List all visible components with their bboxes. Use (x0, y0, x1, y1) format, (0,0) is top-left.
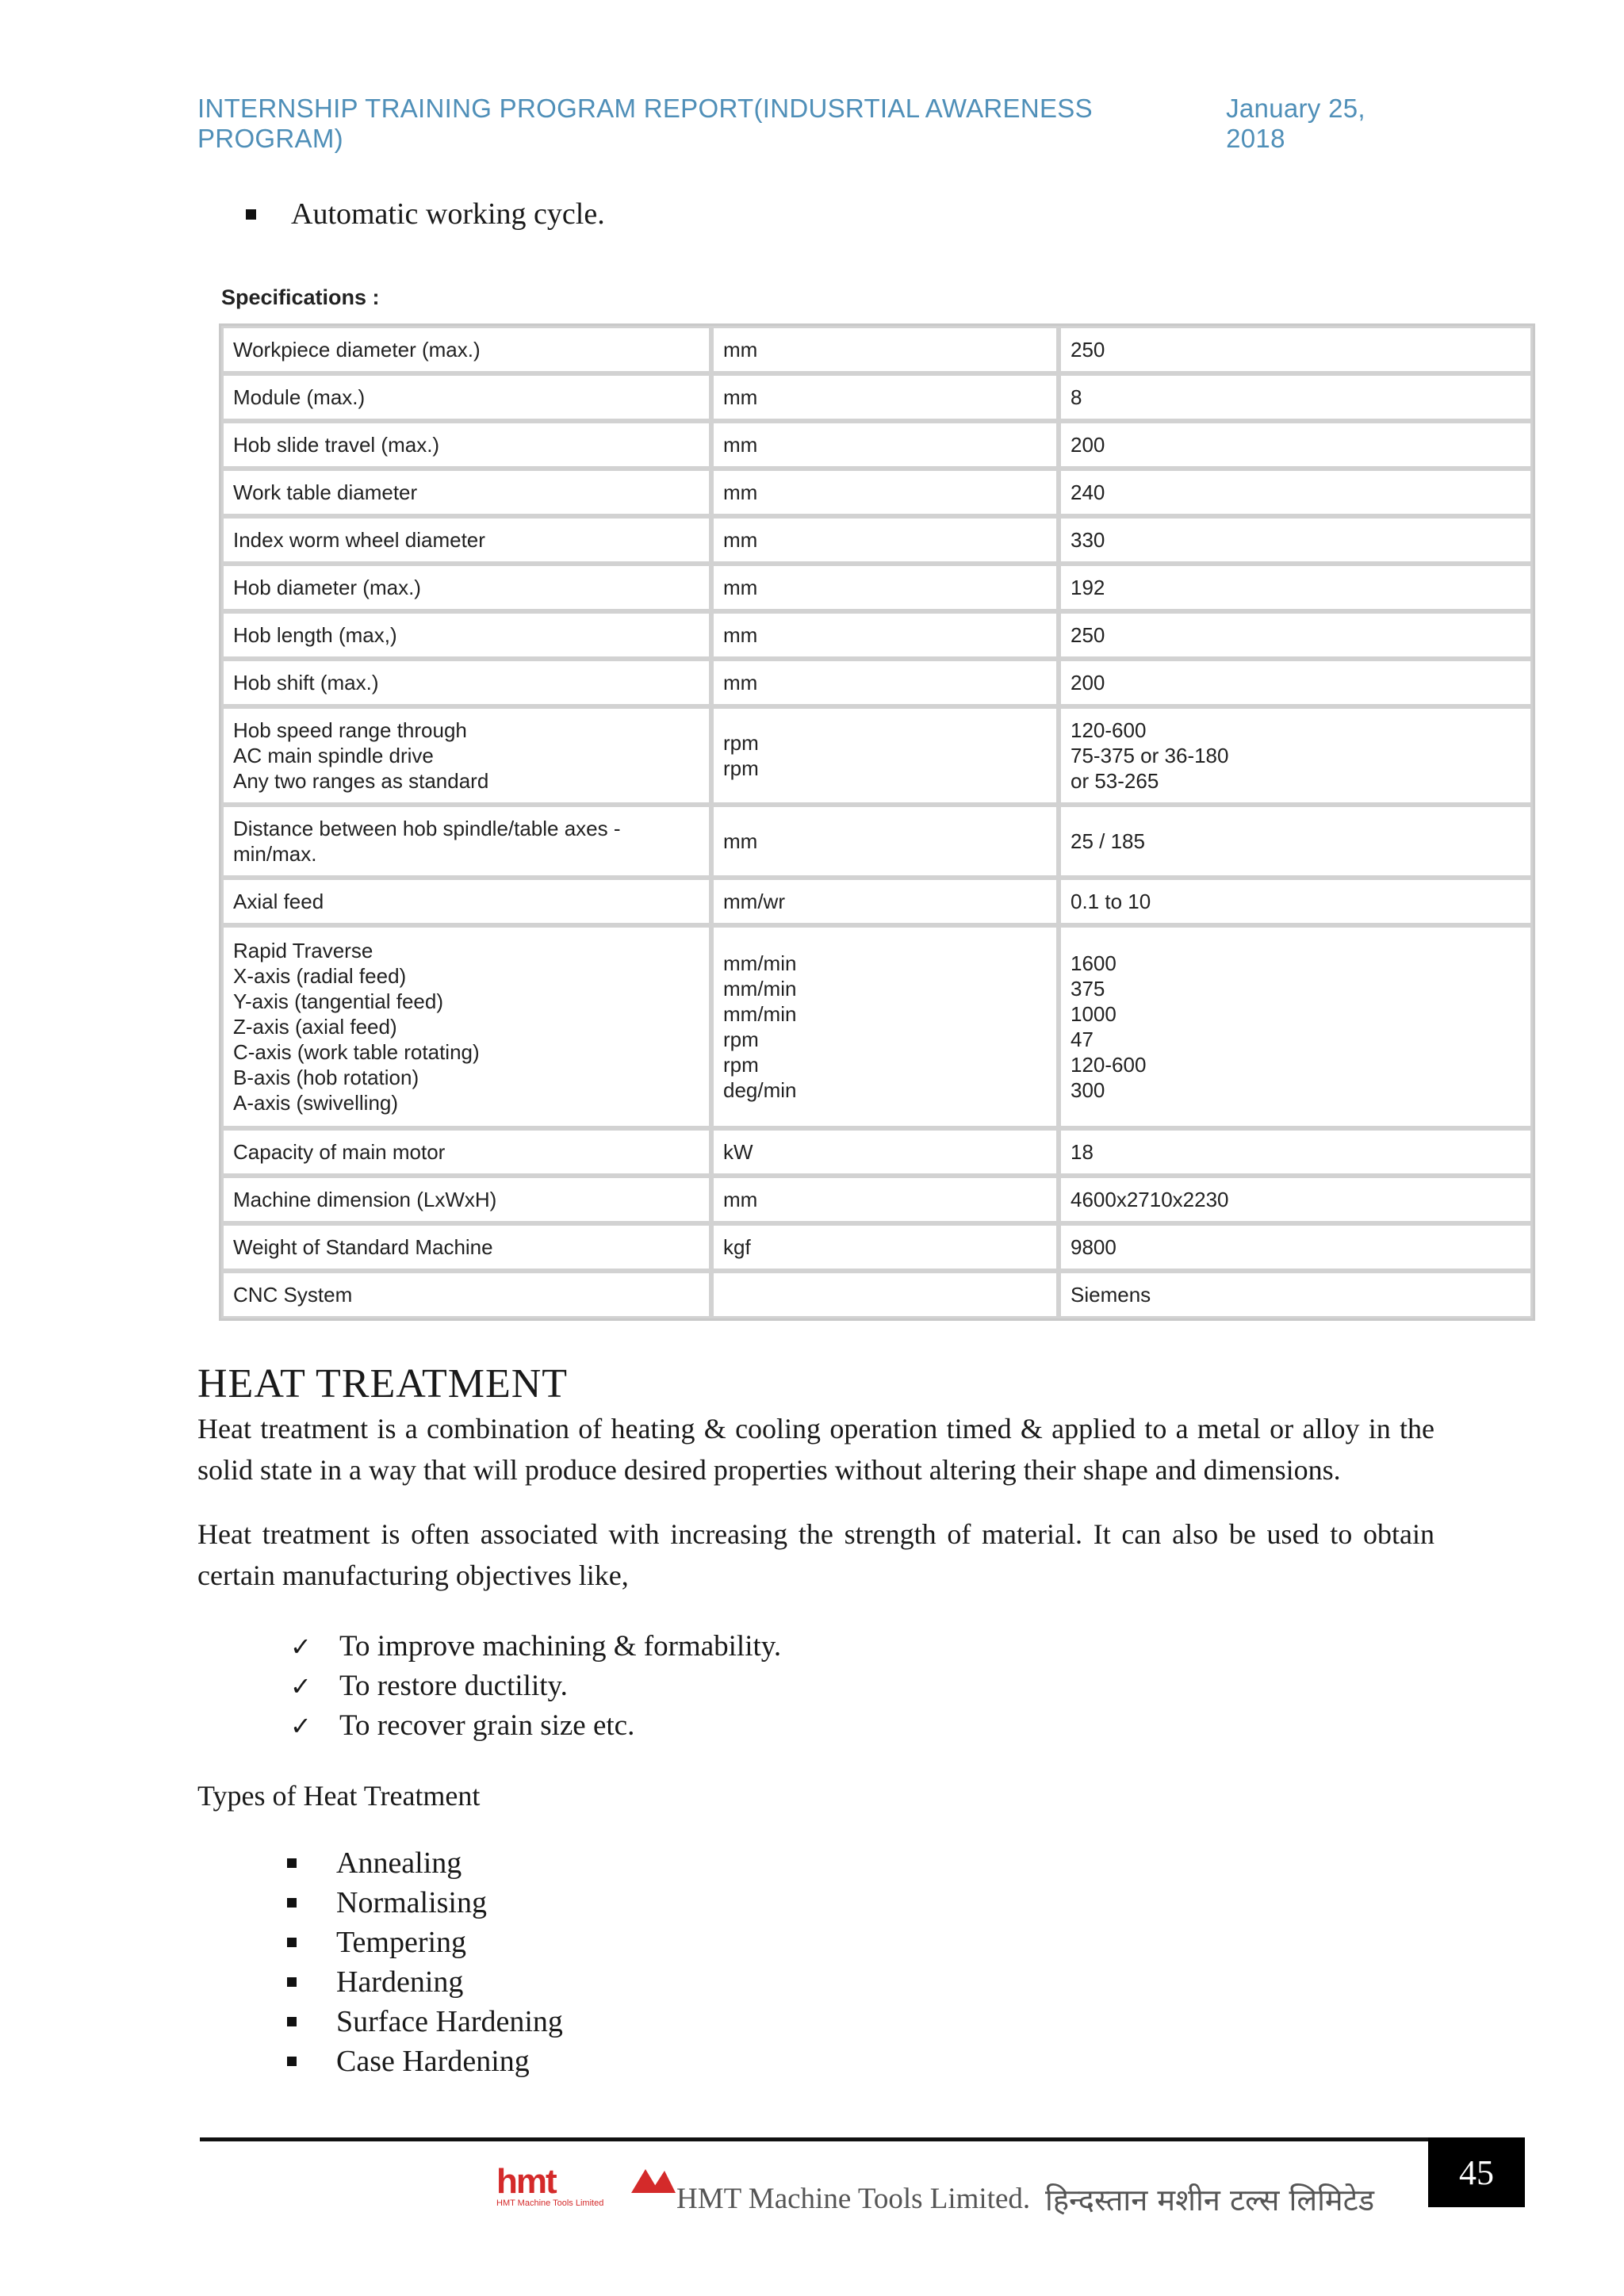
spec-value-cell: 250 (1059, 611, 1533, 659)
spec-unit-cell: rpm rpm (711, 706, 1059, 805)
square-bullet-icon (287, 2017, 297, 2026)
list-item: ✓ To improve machining & formability. (290, 1627, 781, 1667)
spec-value-cell: Siemens (1059, 1271, 1533, 1318)
list-item: Tempering (287, 1923, 563, 1962)
spec-parameter-cell: Hob slide travel (max.) (221, 421, 711, 469)
spec-value-cell: 1600 375 1000 47 120-600 300 (1059, 925, 1533, 1128)
spec-parameter-cell: Machine dimension (LxWxH) (221, 1176, 711, 1223)
spec-value-cell: 330 (1059, 516, 1533, 564)
page-header (197, 94, 1428, 154)
section-heading: HEAT TREATMENT (197, 1361, 569, 1406)
logo-wordmark: hmt (496, 2162, 556, 2201)
spec-parameter-cell: Index worm wheel diameter (221, 516, 711, 564)
spec-value-cell: 9800 (1059, 1223, 1533, 1271)
spec-value-cell: 4600x2710x2230 (1059, 1176, 1533, 1223)
spec-parameter-cell: Work table diameter (221, 469, 711, 516)
spec-value-cell: 120-600 75-375 or 36-180 or 53-265 (1059, 706, 1533, 805)
list-item: Normalising (287, 1883, 563, 1923)
spec-value-cell: 25 / 185 (1059, 805, 1533, 878)
check-icon: ✓ (290, 1632, 312, 1662)
spec-unit-cell: mm (711, 1176, 1059, 1223)
spec-unit-cell: mm (711, 326, 1059, 373)
check-icon: ✓ (290, 1671, 312, 1701)
spec-unit-cell: mm (711, 469, 1059, 516)
types-list (287, 1843, 563, 2081)
list-item: Case Hardening (287, 2042, 563, 2081)
square-bullet-icon (287, 1858, 297, 1868)
spec-parameter-cell: Axial feed (221, 878, 711, 925)
square-bullet-icon (246, 209, 256, 220)
table-row (221, 516, 1533, 564)
table-row (221, 706, 1533, 805)
spec-parameter-cell: Capacity of main motor (221, 1128, 711, 1176)
spec-parameter-cell: Weight of Standard Machine (221, 1223, 711, 1271)
spec-unit-cell (711, 1271, 1059, 1318)
spec-value-cell: 18 (1059, 1128, 1533, 1176)
table-row (221, 805, 1533, 878)
table-row (221, 1128, 1533, 1176)
specifications-table (219, 323, 1535, 1321)
spec-parameter-cell: Workpiece diameter (max.) (221, 326, 711, 373)
hmt-logo (495, 2161, 676, 2207)
objectives-list (290, 1627, 781, 1746)
spec-value-cell: 240 (1059, 469, 1533, 516)
table-row (221, 373, 1533, 421)
square-bullet-icon (287, 1938, 297, 1947)
logo-subtext: HMT Machine Tools Limited (496, 2198, 604, 2207)
list-item: ✓ To recover grain size etc. (290, 1706, 781, 1746)
table-row (221, 925, 1533, 1128)
list-item: Automatic working cycle. (246, 197, 605, 232)
list-item: Hardening (287, 1962, 563, 2002)
table-row (221, 1271, 1533, 1318)
check-icon: ✓ (290, 1711, 312, 1741)
table-row (221, 1176, 1533, 1223)
list-item: ✓ To restore ductility. (290, 1667, 781, 1706)
spec-unit-cell: mm (711, 659, 1059, 706)
table-row (221, 421, 1533, 469)
spec-value-cell: 8 (1059, 373, 1533, 421)
spec-unit-cell: kW (711, 1128, 1059, 1176)
list-item: Surface Hardening (287, 2002, 563, 2042)
company-name: HMT Machine Tools Limited. (676, 2183, 1031, 2215)
spec-parameter-cell: Module (max.) (221, 373, 711, 421)
footer-divider (200, 2137, 1431, 2141)
spec-parameter-cell: Hob shift (max.) (221, 659, 711, 706)
spec-parameter-cell: Rapid Traverse X-axis (radial feed) Y-axis (tangential feed) Z-axis (axial feed) C-axis (work table rotating) B-axis (hob rotation) A-axis (swivelling) (221, 925, 711, 1128)
types-label: Types of Heat Treatment (197, 1780, 481, 1812)
list-item: Annealing (287, 1843, 563, 1883)
paragraph-objectives: Heat treatment is often associated with increasing the strength of material. It can also be used to obtain certain manufacturing objectives like, (197, 1518, 1434, 1591)
square-bullet-icon (287, 1898, 297, 1908)
spec-unit-cell: mm (711, 564, 1059, 611)
spec-unit-cell: mm (711, 421, 1059, 469)
logo-mark-icon (631, 2169, 676, 2193)
table-row (221, 611, 1533, 659)
table-row (221, 878, 1533, 925)
spec-unit-cell: mm/min mm/min mm/min rpm rpm deg/min (711, 925, 1059, 1128)
spec-unit-cell: mm (711, 805, 1059, 878)
table-row (221, 659, 1533, 706)
spec-value-cell: 250 (1059, 326, 1533, 373)
table-row (221, 469, 1533, 516)
spec-parameter-cell: Hob diameter (max.) (221, 564, 711, 611)
spec-unit-cell: mm (711, 373, 1059, 421)
spec-parameter-cell: CNC System (221, 1271, 711, 1318)
paragraph-definition: Heat treatment is a combination of heating & cooling operation timed & applied to a metal or alloy in the solid state in a way that will produce desired properties without altering their shape and dimensions. (197, 1413, 1434, 1486)
spec-value-cell: 0.1 to 10 (1059, 878, 1533, 925)
spec-parameter-cell: Hob length (max,) (221, 611, 711, 659)
table-row (221, 564, 1533, 611)
spec-unit-cell: kgf (711, 1223, 1059, 1271)
header-title: INTERNSHIP TRAINING PROGRAM REPORT(INDUSRTIAL AWARENESS PROGRAM) (197, 94, 1093, 153)
square-bullet-icon (287, 2057, 297, 2066)
spec-unit-cell: mm (711, 516, 1059, 564)
spec-value-cell: 200 (1059, 421, 1533, 469)
spec-parameter-cell: Hob speed range through AC main spindle drive Any two ranges as standard (221, 706, 711, 805)
specifications-title: Specifications : (221, 285, 380, 309)
spec-value-cell: 192 (1059, 564, 1533, 611)
company-name-hindi: हिन्दस्तान मशीन टल्स लिमिटेड (1045, 2183, 1375, 2218)
page-number: 45 (1428, 2137, 1525, 2207)
spec-unit-cell: mm/wr (711, 878, 1059, 925)
square-bullet-icon (287, 1977, 297, 1987)
spec-value-cell: 200 (1059, 659, 1533, 706)
spec-parameter-cell: Distance between hob spindle/table axes - min/max. (221, 805, 711, 878)
spec-unit-cell: mm (711, 611, 1059, 659)
header-date: January 25, 2018 (1226, 94, 1365, 153)
table-row (221, 1223, 1533, 1271)
table-row (221, 326, 1533, 373)
